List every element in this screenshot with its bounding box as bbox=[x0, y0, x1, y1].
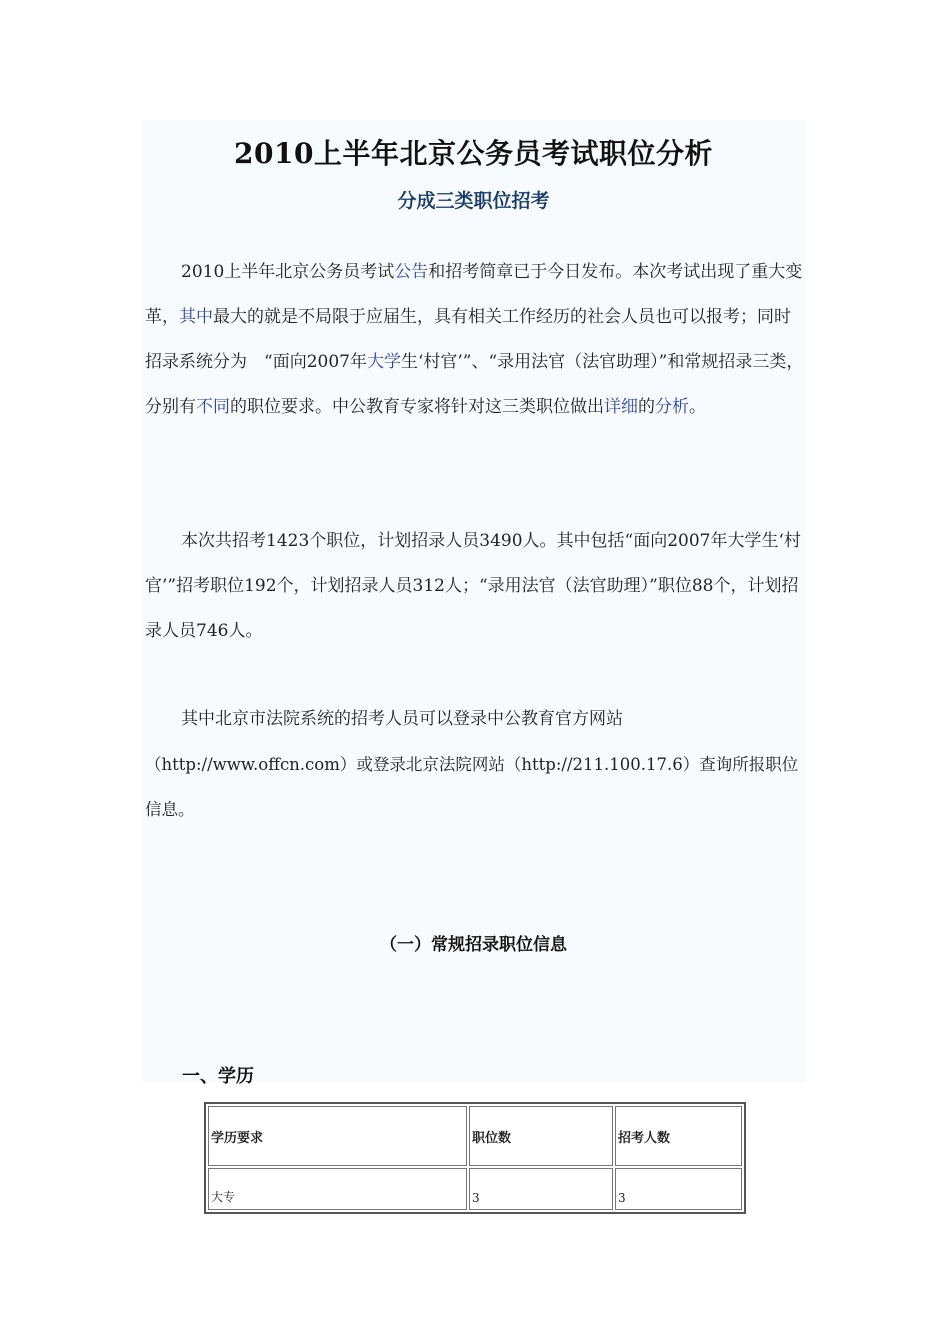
court-info-line2: （http://www.offcn.com）或登录北京法院网站（http://211.100.17.6）查询所报职位信息。 bbox=[145, 755, 799, 819]
header-education: 学历要求 bbox=[208, 1106, 467, 1166]
table-row bbox=[208, 1168, 742, 1210]
intro-text-5: 的职位要求。中公教育专家将针对这三类职位做出 bbox=[230, 397, 604, 417]
document-title: 2010上半年北京公务员考试职位分析 bbox=[234, 137, 713, 170]
cell-recruits: 3 bbox=[615, 1168, 742, 1210]
intro-text-6: 的 bbox=[638, 397, 655, 417]
header-recruits: 招考人数 bbox=[615, 1106, 742, 1166]
link-announcement[interactable]: 公告 bbox=[394, 262, 429, 282]
document-subtitle: 分成三类职位招考 bbox=[397, 190, 550, 212]
court-info-line1: 其中北京市法院系统的招考人员可以登录中公教育官方网站 bbox=[181, 709, 623, 729]
intro-text-1: 2010上半年北京公务员考试 bbox=[181, 262, 395, 282]
intro-text-2: 和招考简章已于今日发布。本次考试出现了重大变革， bbox=[145, 262, 803, 327]
cell-positions: 3 bbox=[469, 1168, 613, 1210]
table-header-row bbox=[208, 1106, 742, 1166]
cell-education: 大专 bbox=[208, 1168, 467, 1210]
education-subheading: 一、学历 bbox=[182, 1066, 254, 1087]
intro-paragraph bbox=[145, 250, 805, 430]
link-among[interactable]: 其中 bbox=[179, 307, 213, 327]
link-university[interactable]: 大学 bbox=[366, 352, 401, 372]
recruitment-summary-paragraph: 本次共招考1423个职位，计划招录人员3490人。其中包括“面向2007年大学生‘村官’”招考职位192个，计划招录人员312人；“录用法官（法官助理）”职位88个，计划招录人员746人。 bbox=[145, 531, 801, 641]
education-table bbox=[204, 1102, 746, 1214]
section-heading: （一）常规招录职位信息 bbox=[380, 935, 567, 955]
intro-text-3: 最大的就是不局限于应届生，具有相关工作经历的社会人员也可以报考；同时招录系统分为 “面向2007年 bbox=[145, 307, 791, 372]
link-detailed[interactable]: 详细 bbox=[604, 397, 638, 417]
link-different[interactable]: 不同 bbox=[196, 397, 230, 417]
link-analysis[interactable]: 分析 bbox=[655, 397, 689, 417]
intro-text-4: 生‘村官’”、“录用法官（法官助理）”和常规招录三类，分别有 bbox=[145, 352, 804, 417]
intro-text-7: 。 bbox=[689, 397, 706, 417]
header-positions: 职位数 bbox=[469, 1106, 613, 1166]
